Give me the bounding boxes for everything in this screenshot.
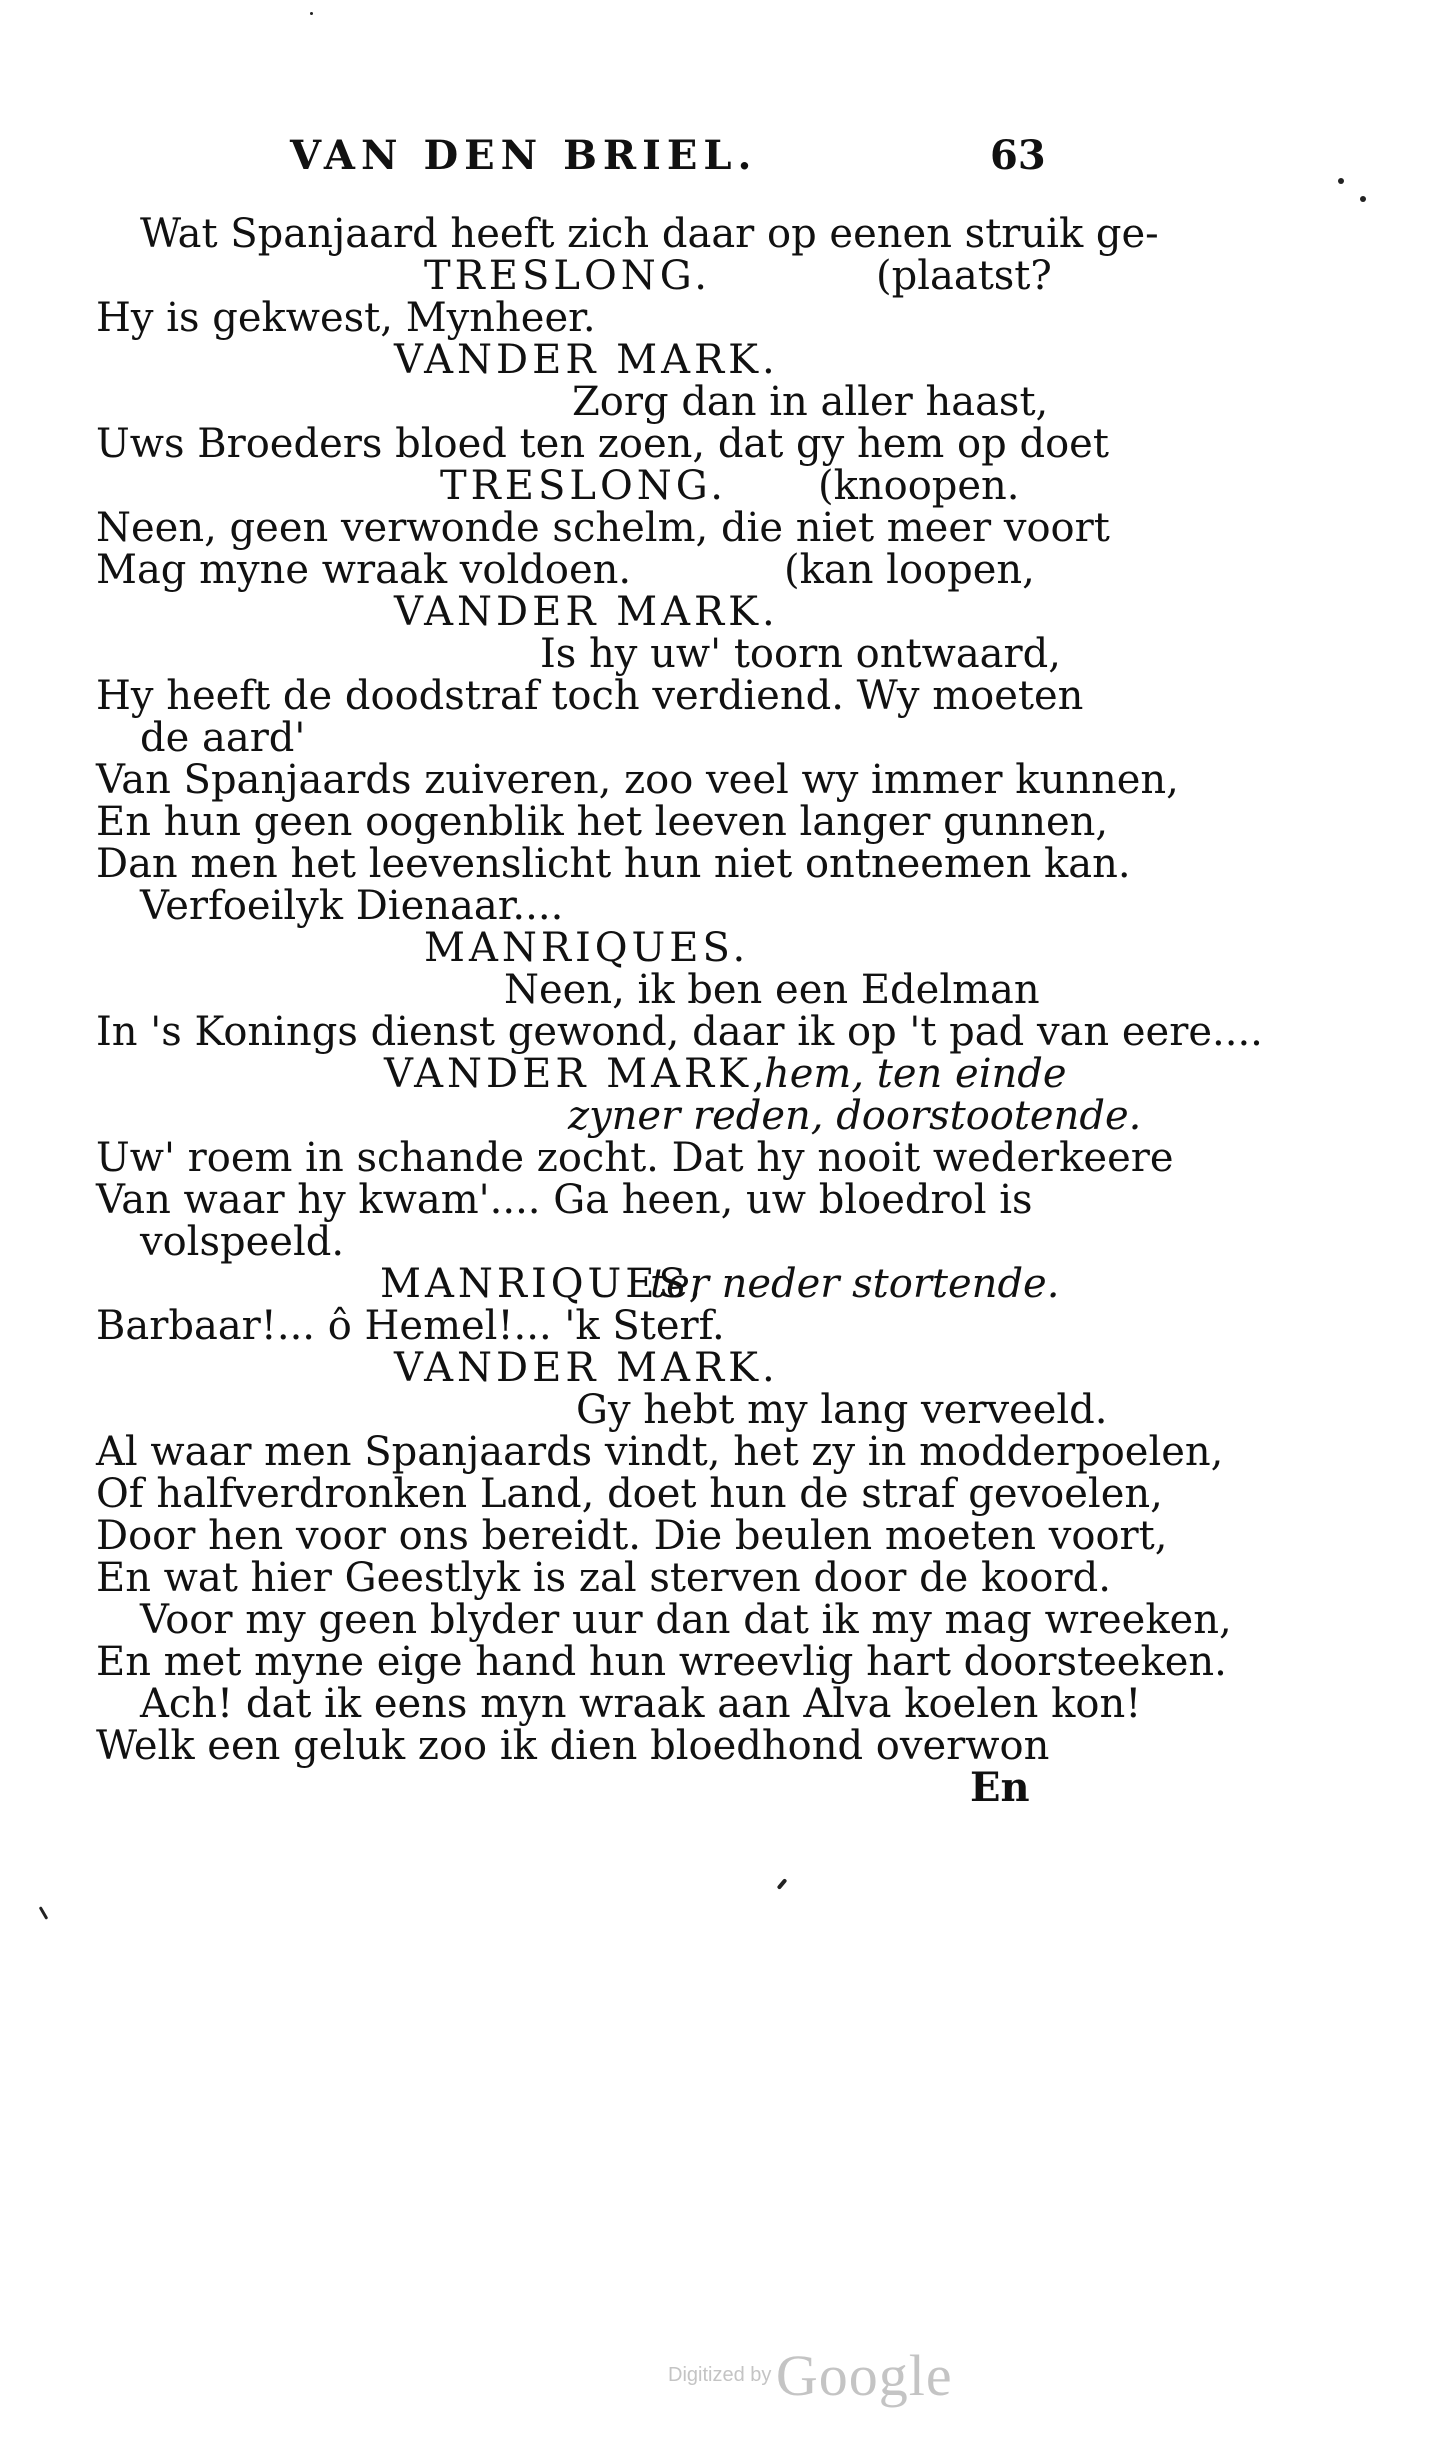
speaker-name: VANDER MARK. <box>394 337 779 383</box>
ink-speck <box>39 1906 49 1920</box>
verse-line: Door hen voor ons bereidt. Die beulen moeten voort, <box>96 1513 1168 1559</box>
watermark-logo: Google <box>775 2343 953 2408</box>
stage-direction: ter neder stortende. <box>650 1261 1060 1307</box>
verse-line: Zorg dan in aller haast, <box>572 379 1049 425</box>
verse-line: Neen, ik ben een Edelman <box>504 967 1040 1013</box>
verse-line: Verfoeilyk Dienaar.... <box>140 883 564 929</box>
verse-line: En wat hier Geestlyk is zal sterven door de koord. <box>96 1555 1111 1601</box>
verse-line: (knoopen. <box>818 463 1020 509</box>
verse-line: Barbaar!... ô Hemel!... 'k Sterf. <box>96 1303 725 1349</box>
ink-speck <box>310 12 313 15</box>
verse-line: Hy heeft de doodstraf toch verdiend. Wy moeten <box>96 673 1084 719</box>
speaker-name: MANRIQUES. <box>424 925 750 971</box>
verse-line: Hy is gekwest, Mynheer. <box>96 295 596 341</box>
stage-direction: hem, ten einde <box>764 1051 1067 1097</box>
verse-line: Dan men het leevenslicht hun niet ontneemen kan. <box>96 841 1131 887</box>
verse-line: volspeeld. <box>140 1219 345 1265</box>
watermark-prefix: Digitized by <box>668 2364 772 2386</box>
ink-speck <box>1338 178 1344 184</box>
verse-line: Van Spanjaards zuiveren, zoo veel wy immer kunnen, <box>96 757 1179 803</box>
verse-line: Is hy uw' toorn ontwaard, <box>540 631 1061 677</box>
speaker-name: TRESLONG. <box>424 253 711 299</box>
stage-direction: zyner reden, doorstootende. <box>568 1093 1142 1139</box>
running-head: VAN DEN BRIEL. <box>290 132 758 179</box>
verse-line: Ach! dat ik eens myn wraak aan Alva koelen kon! <box>140 1681 1142 1727</box>
verse-line: Neen, geen verwonde schelm, die niet meer voort <box>96 505 1110 551</box>
verse-line: (plaatst? <box>876 253 1052 299</box>
speaker-name: VANDER MARK, <box>384 1051 769 1097</box>
speaker-name: TRESLONG. <box>440 463 727 509</box>
ink-speck <box>777 1878 788 1890</box>
speaker-name: VANDER MARK. <box>394 1345 779 1391</box>
verse-line: Uw' roem in schande zocht. Dat hy nooit wederkeere <box>96 1135 1174 1181</box>
verse-line: Uws Broeders bloed ten zoen, dat gy hem op doet <box>96 421 1109 467</box>
verse-line: Voor my geen blyder uur dan dat ik my mag wreeken, <box>140 1597 1232 1643</box>
catchword: En <box>970 1764 1030 1811</box>
verse-line: de aard' <box>140 715 306 761</box>
verse-line: Van waar hy kwam'.... Ga heen, uw bloedrol is <box>96 1177 1033 1223</box>
page-number: 63 <box>990 132 1046 179</box>
verse-line: (kan loopen, <box>784 547 1035 593</box>
verse-line: Gy hebt my lang verveeld. <box>576 1387 1108 1433</box>
verse-line: En hun geen oogenblik het leeven langer gunnen, <box>96 799 1109 845</box>
speaker-name: MANRIQUES, <box>380 1261 706 1307</box>
verse-line: En met myne eige hand hun wreevlig hart doorsteeken. <box>96 1639 1227 1685</box>
verse-line: Welk een geluk zoo ik dien bloedhond overwon <box>96 1723 1050 1769</box>
verse-line: In 's Konings dienst gewond, daar ik op 't pad van eere.... <box>96 1009 1263 1055</box>
verse-line: Wat Spanjaard heeft zich daar op eenen struik ge- <box>140 211 1159 257</box>
digitization-watermark <box>668 2342 953 2409</box>
verse-line: Mag myne wraak voldoen. <box>96 547 632 593</box>
verse-line: Al waar men Spanjaards vindt, het zy in modderpoelen, <box>96 1429 1224 1475</box>
ink-speck <box>1360 196 1366 202</box>
speaker-name: VANDER MARK. <box>394 589 779 635</box>
verse-line: Of halfverdronken Land, doet hun de straf gevoelen, <box>96 1471 1163 1517</box>
